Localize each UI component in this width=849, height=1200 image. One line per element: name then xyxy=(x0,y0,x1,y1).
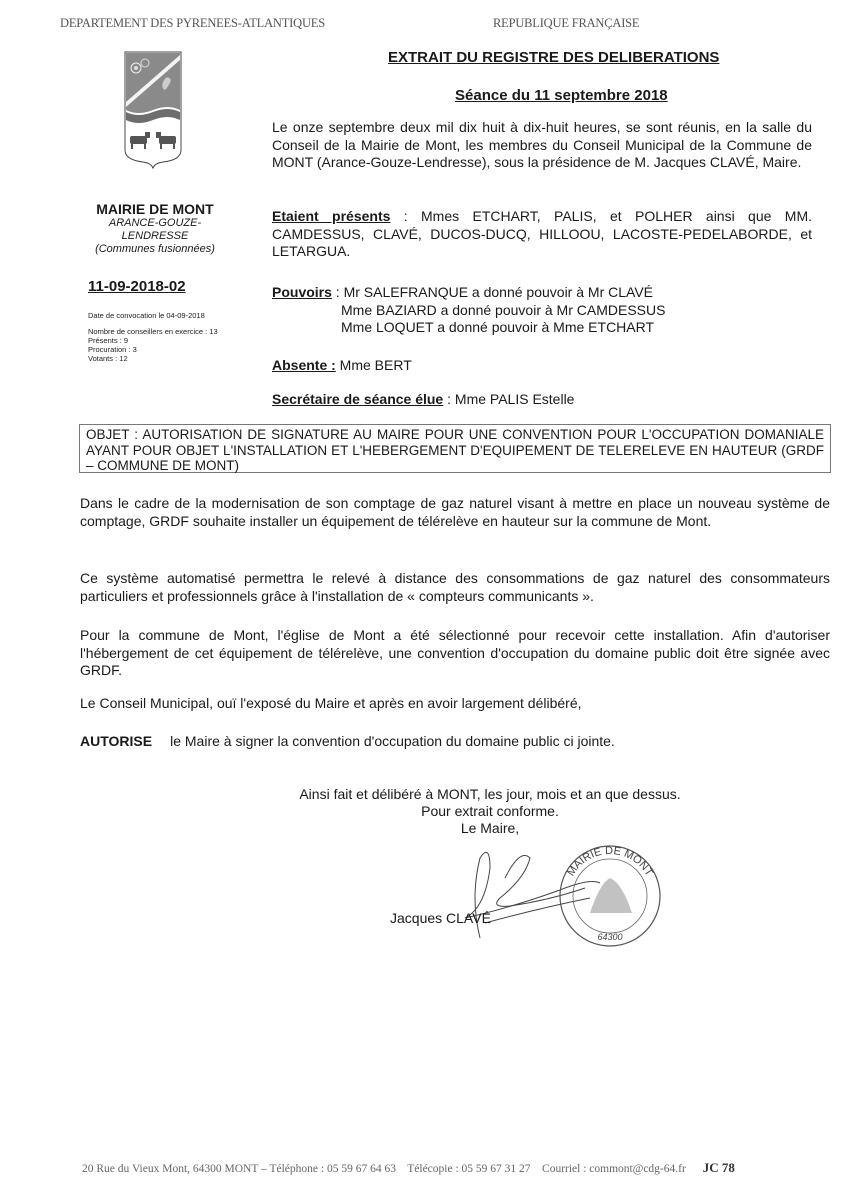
secretaire-section xyxy=(272,391,574,407)
procuration-count: Procuration : 3 xyxy=(88,345,137,354)
footer-code: JC 78 xyxy=(702,1160,735,1175)
objet-box: OBJET : AUTORISATION DE SIGNATURE AU MAIRE POUR UNE CONVENTION POUR L'OCCUPATION DOMANIALE AYANT POUR OBJET L'INSTALLATION ET L'HEBERGEMENT D'EQUIPEMENT DE TELERELEVE EN HAUTEUR (GRDF – COMMUNE DE MONT) xyxy=(79,424,831,473)
decision-keyword: AUTORISE xyxy=(80,733,153,749)
body-paragraph-1: Dans le cadre de la modernisation de son comptage de gaz naturel visant à mettre en place un nouveau système de comptage, GRDF souhaite installer un équipement de télérelève en hauteur sur la commune de Mont. xyxy=(80,495,830,529)
pouvoirs-label: Pouvoirs xyxy=(272,284,332,300)
coat-of-arms-icon xyxy=(123,50,183,170)
closing-line-3: Le Maire, xyxy=(460,820,520,836)
mairie-sub-2: LENDRESSE xyxy=(121,230,189,242)
mairie-name: MAIRIE DE MONT xyxy=(96,201,214,217)
secretaire-text: : Mme PALIS Estelle xyxy=(443,391,575,407)
pouvoir-item: Mme BAZIARD a donné pouvoir à Mr CAMDESSUS xyxy=(341,301,666,318)
session-title: Séance du 11 septembre 2018 xyxy=(455,87,668,104)
mairie-sub-3: (Communes fusionnées) xyxy=(95,243,215,255)
meeting-meta xyxy=(88,311,218,363)
body-paragraph-2: Ce système automatisé permettra le relevé à distance des consommations de gaz naturel des consommateurs particuliers et professionnels grâce à l'installation de « compteurs communicants ». xyxy=(80,570,830,604)
presents-section xyxy=(272,208,812,261)
body-paragraph-4: Le Conseil Municipal, ouï l'exposé du Maire et après en avoir largement délibéré, xyxy=(80,695,582,711)
mairie-sub-1: ARANCE-GOUZE- xyxy=(108,217,202,229)
presents-label: Etaient présents xyxy=(272,208,391,224)
footer-fax: Télécopie : 05 59 67 31 27 xyxy=(407,1163,531,1175)
body-paragraph-3: Pour la commune de Mont, l'église de Mont a été sélectionné pour recevoir cette installation. Afin d'autoriser l'hébergement de cet équipement de télérelève, une convention d'occupation du domaine public doit être signée avec GRDF. xyxy=(80,627,830,678)
pouvoir-item: Mr SALEFRANQUE a donné pouvoir à Mr CLAVÉ xyxy=(343,284,653,300)
absente-text: Mme BERT xyxy=(335,357,412,373)
closing-line-1: Ainsi fait et délibéré à MONT, les jour, mois et an que dessus. xyxy=(299,786,681,802)
footer-address: 20 Rue du Vieux Mont, 64300 MONT – Téléphone : 05 59 67 64 63 xyxy=(82,1163,396,1175)
convocation-date: Date de convocation le 04-09-2018 xyxy=(88,311,205,320)
signer-name: Jacques CLAVÉ xyxy=(390,910,491,926)
signature-stamp-area xyxy=(450,838,690,958)
absente-label: Absente : xyxy=(272,357,336,373)
secretaire-label: Secrétaire de séance élue xyxy=(272,391,444,407)
decision-paragraph xyxy=(80,733,830,751)
absente-section xyxy=(272,357,412,373)
closing-block xyxy=(260,786,720,837)
stamp-top-text: MAIRIE DE MONT xyxy=(564,844,656,879)
republic-header: REPUBLIQUE FRANÇAISE xyxy=(493,16,640,30)
footer xyxy=(82,1160,782,1176)
department-header: DEPARTEMENT DES PYRENEES-ATLANTIQUES xyxy=(60,16,325,30)
votants-count: Votants : 12 xyxy=(88,354,128,363)
decision-text: le Maire à signer la convention d'occupation du domaine public ci jointe. xyxy=(170,733,615,749)
svg-text:MAIRIE DE MONT xyxy=(565,845,655,879)
presents-count: Présents : 9 xyxy=(88,336,129,345)
conseillers-count: Nombre de conseillers en exercice : 13 xyxy=(88,327,218,336)
mairie-stamp-icon xyxy=(560,845,660,946)
closing-line-2: Pour extrait conforme. xyxy=(421,803,559,819)
stamp-bottom-text: 64300 xyxy=(597,932,623,942)
pouvoir-item: Mme LOQUET a donné pouvoir à Mme ETCHART xyxy=(341,319,655,335)
footer-email: Courriel : commont@cdg-64.fr xyxy=(542,1163,686,1175)
deliberation-reference: 11-09-2018-02 xyxy=(88,278,186,295)
register-title: EXTRAIT DU REGISTRE DES DELIBERATIONS xyxy=(388,49,720,66)
presents-text: : Mmes ETCHART, PALIS, et POLHER ainsi que MM. CAMDESSUS, CLAVÉ, DUCOS-DUCQ, HILLOOU, LACOSTE-PEDELABORDE, et LETARGUA. xyxy=(272,208,812,259)
pouvoirs-section: Pouvoirs : Mr SALEFRANQUE a donné pouvoir à Mr CLAVÉ Mme BAZIARD a donné pouvoir à Mr CAMDESSUS Mme LOQUET a donné pouvoir à Mme ETCHART xyxy=(272,284,812,337)
intro-paragraph: Le onze septembre deux mil dix huit à dix-huit heures, se sont réunis, en la salle du Conseil de la Mairie de Mont, les membres du Conseil Municipal de la Commune de MONT (Arance-Gouze-Lendresse), sous la présidence de M. Jacques CLAVÉ, Maire. xyxy=(272,119,812,170)
mairie-block xyxy=(60,201,250,256)
